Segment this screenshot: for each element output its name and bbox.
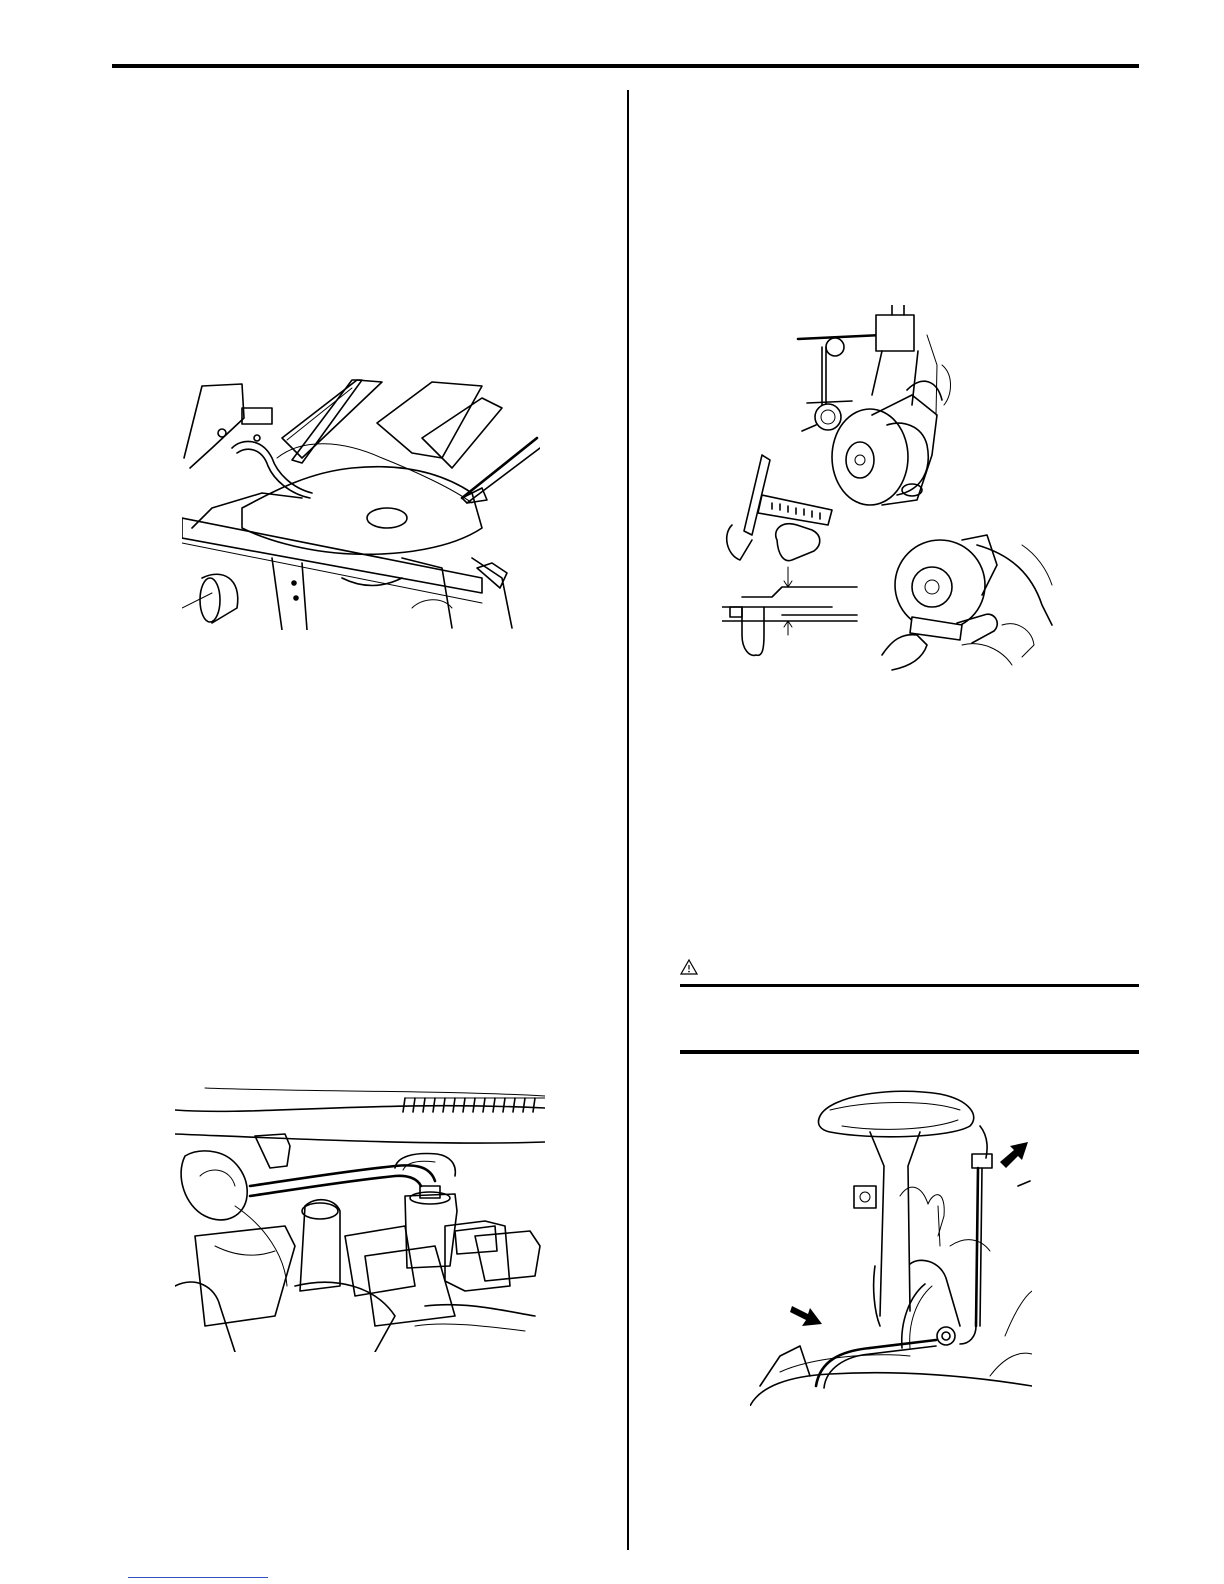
- warning-triangle-icon: [680, 958, 698, 976]
- underbody-fuel-tank-illustration: [182, 378, 540, 630]
- caution-bottom-rule: [680, 1050, 1139, 1054]
- header-rule: [112, 64, 1139, 68]
- engine-bay-hose-illustration: [175, 1086, 545, 1352]
- lower-arrow-icon: [790, 1300, 826, 1328]
- upper-arrow-icon: [998, 1140, 1034, 1168]
- front-strut-brake-hose-illustration: [750, 1086, 1032, 1406]
- caution-top-rule: [680, 984, 1139, 987]
- brake-disc-measurement-illustration: [722, 305, 1058, 675]
- column-divider: [627, 90, 629, 1550]
- footer-link-underline: [128, 1577, 268, 1578]
